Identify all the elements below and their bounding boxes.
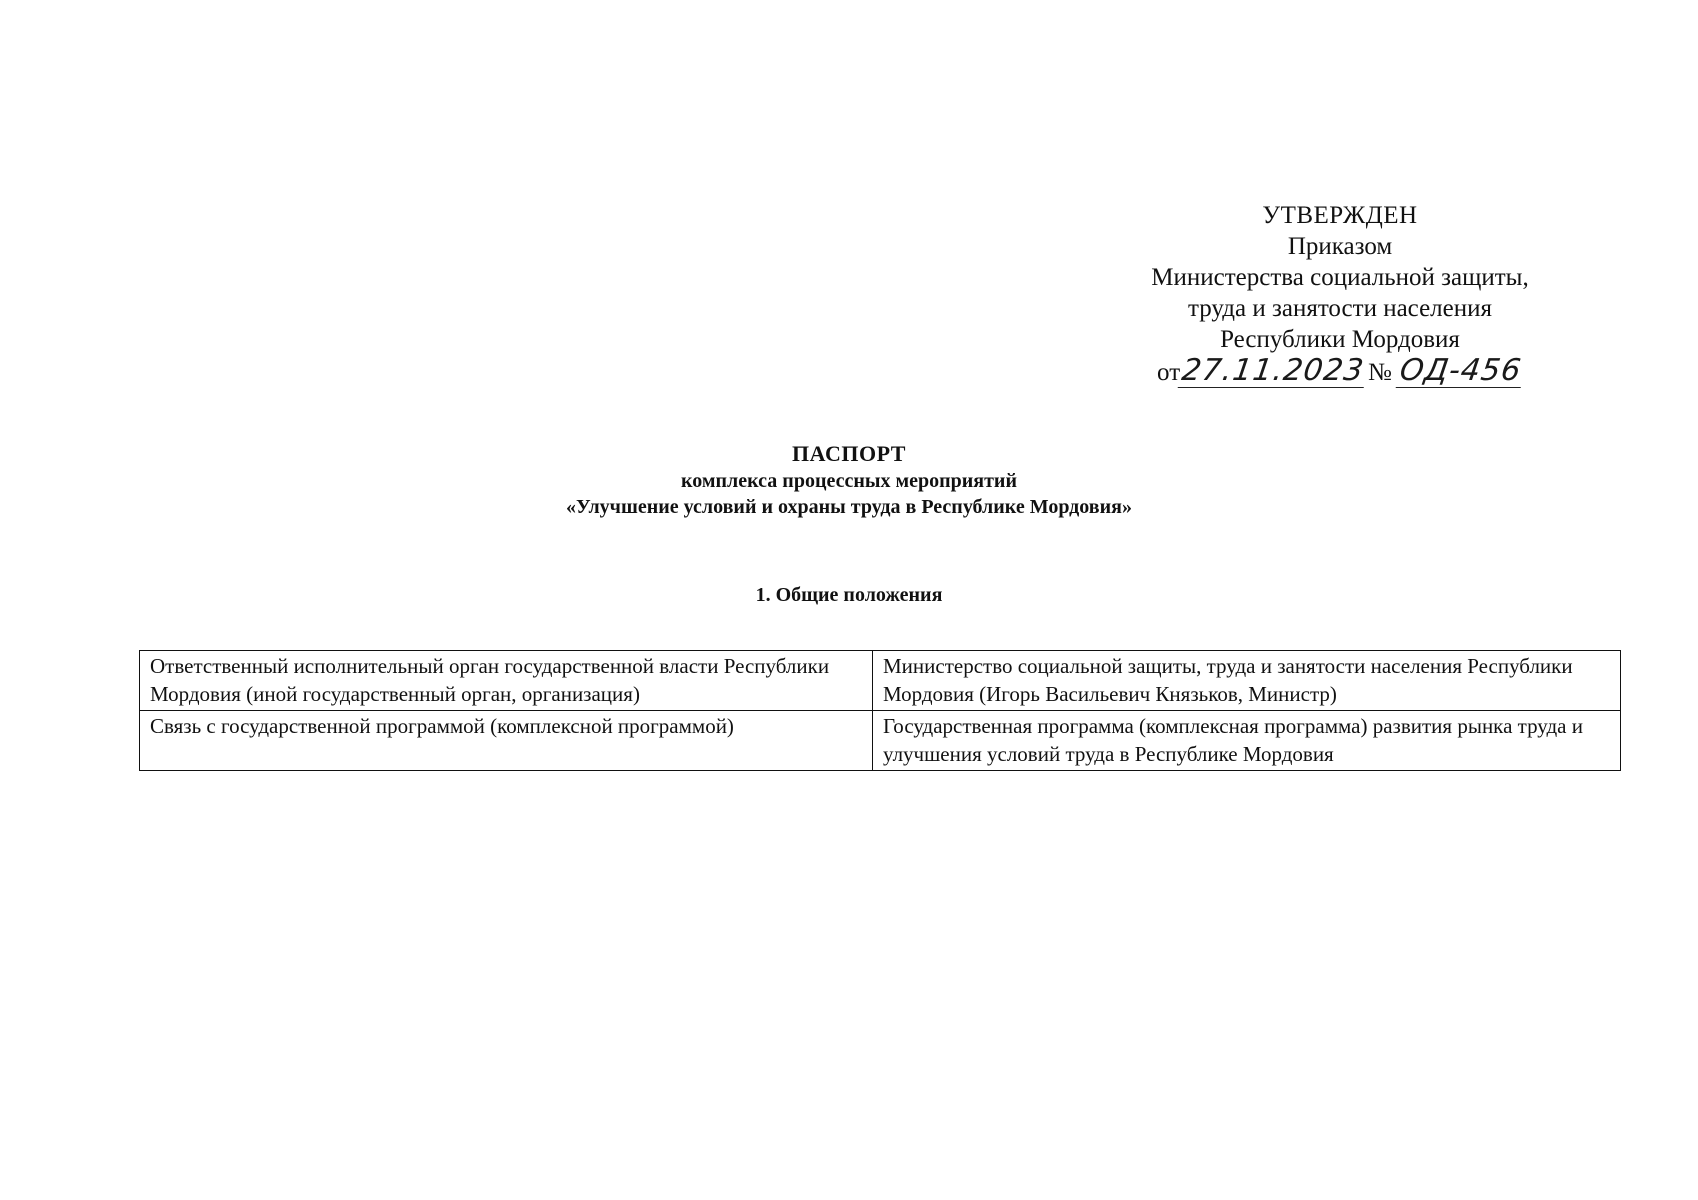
table-cell-value: Государственная программа (комплексная программа) развития рынка труда и улучшения условий труда в Республике Мордовия — [873, 711, 1621, 771]
number-prefix: № — [1367, 359, 1392, 386]
section-heading: 1. Общие положения — [755, 584, 943, 606]
ministry-line-2: труда и занятости населения — [1187, 295, 1493, 322]
table-row — [140, 711, 1621, 771]
table-cell-value: Министерство социальной защиты, труда и занятости населения Республики Мордовия (Игорь Васильевич Князьков, Министр) — [873, 651, 1621, 711]
general-provisions-table — [139, 650, 1621, 771]
ministry-line-3: Республики Мордовия — [1220, 326, 1460, 353]
order-number-handwritten: ОД-456 — [1397, 353, 1524, 388]
order-date-handwritten: 27.11.2023 — [1179, 353, 1367, 388]
by-order-label: Приказом — [1287, 233, 1393, 260]
document-subtitle-line-2: «Улучшение условий и охраны труда в Республике Мордовия» — [566, 496, 1132, 518]
document-subtitle-line-1: комплекса процессных мероприятий — [681, 470, 1017, 492]
order-date-number-line — [1080, 355, 1600, 393]
table-row — [140, 651, 1621, 711]
document-title-block — [0, 440, 1698, 520]
date-prefix: от — [1157, 359, 1181, 386]
ministry-line-1: Министерства социальной защиты, — [1151, 264, 1529, 291]
table-cell-label: Связь с государственной программой (комплексной программой) — [140, 711, 873, 771]
approval-stamp-block — [1080, 200, 1600, 393]
table-cell-label: Ответственный исполнительный орган государственной власти Республики Мордовия (иной государственный орган, организация) — [140, 651, 873, 711]
document-title: ПАСПОРТ — [792, 441, 906, 466]
approved-label: УТВЕРЖДЕН — [1262, 202, 1418, 229]
